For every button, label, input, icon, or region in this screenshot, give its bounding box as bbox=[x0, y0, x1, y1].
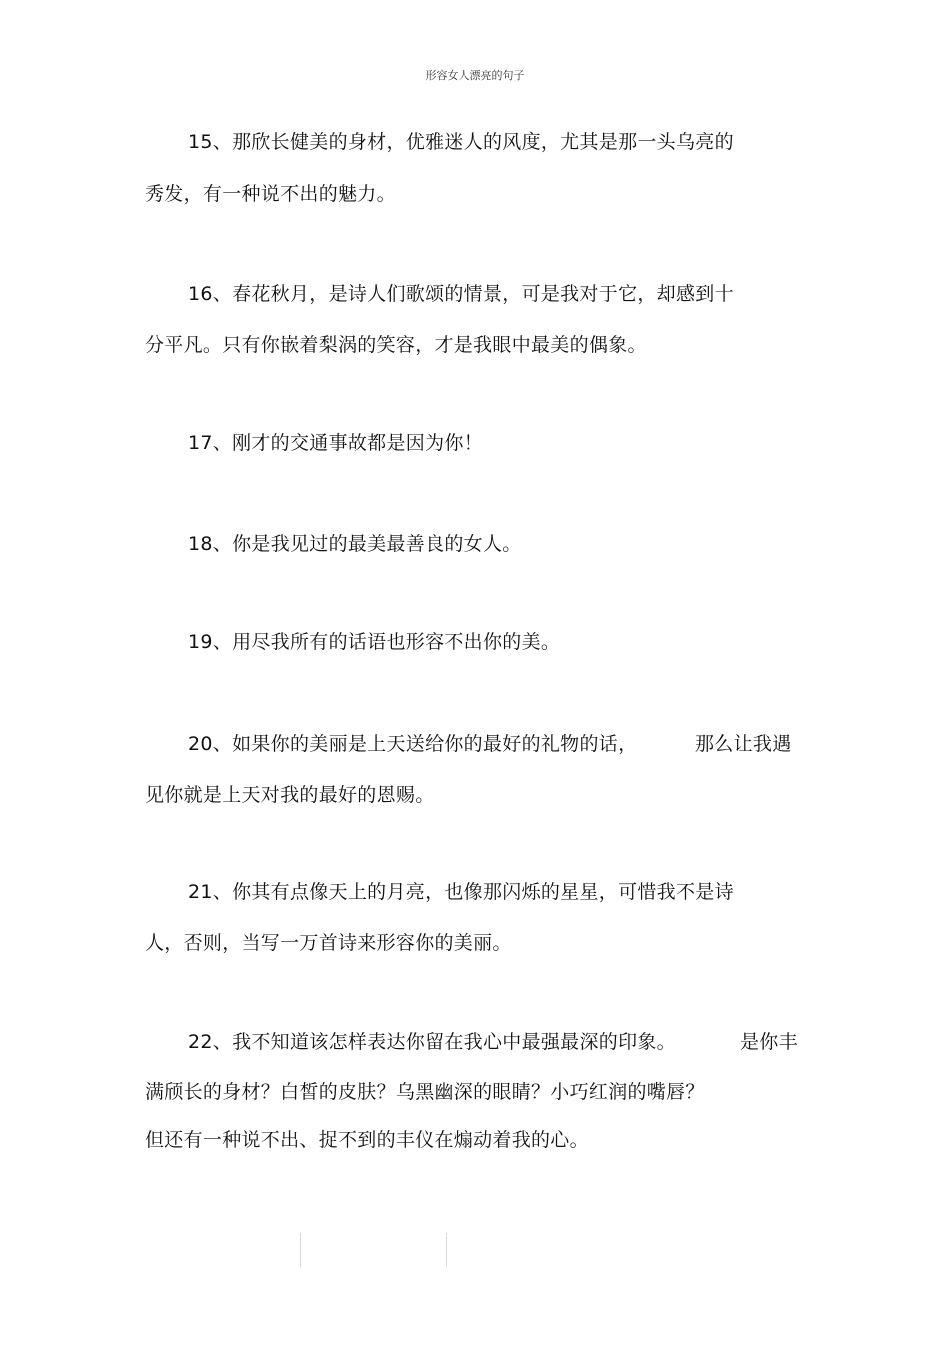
item-17-line-1: 17、刚才的交通事故都是因为你！ bbox=[188, 432, 483, 454]
item-22-line-3: 但还有一种说不出、捉不到的丰仪在煽动着我的心。 bbox=[145, 1129, 589, 1151]
item-20-line-1-part-1: 20、如果你的美丽是上天送给你的最好的礼物的话， bbox=[188, 733, 638, 755]
item-18-line-1: 18、你是我见过的最美最善良的女人。 bbox=[188, 533, 522, 555]
item-19-line-1: 19、用尽我所有的话语也形容不出你的美。 bbox=[188, 631, 561, 653]
item-22-line-1-part-1: 22、我不知道该怎样表达你留在我心中最强最深的印象。 bbox=[188, 1031, 676, 1053]
item-20-line-1 bbox=[188, 732, 792, 756]
item-16-line-1: 16、春花秋月，是诗人们歌颂的情景，可是我对于它，却感到十 bbox=[188, 283, 734, 305]
item-16-line-2: 分平凡。只有你嵌着梨涡的笑容，才是我眼中最美的偶象。 bbox=[145, 334, 647, 356]
footer-divider-left bbox=[300, 1233, 301, 1267]
page-header-title: 形容女人漂亮的句子 bbox=[425, 69, 525, 82]
item-22-line-1-part-2: 是你丰 bbox=[740, 1031, 798, 1053]
item-22-line-2: 满颀长的身材？白皙的皮肤？乌黑幽深的眼睛？小巧红润的嘴唇？ bbox=[145, 1081, 705, 1103]
item-21-line-1: 21、你其有点像天上的月亮，也像那闪烁的星星，可惜我不是诗 bbox=[188, 881, 734, 903]
item-20-line-2: 见你就是上天对我的最好的恩赐。 bbox=[145, 784, 435, 806]
item-20-line-1-part-2: 那么让我遇 bbox=[695, 733, 792, 755]
item-15-line-2: 秀发，有一种说不出的魅力。 bbox=[145, 183, 396, 205]
item-22-line-1 bbox=[188, 1030, 798, 1054]
item-15-line-1: 15、那欣长健美的身材，优雅迷人的风度，尤其是那一头乌亮的 bbox=[188, 131, 734, 153]
footer-divider-right bbox=[446, 1233, 447, 1267]
item-21-line-2: 人，否则，当写一万首诗来形容你的美丽。 bbox=[145, 932, 512, 954]
